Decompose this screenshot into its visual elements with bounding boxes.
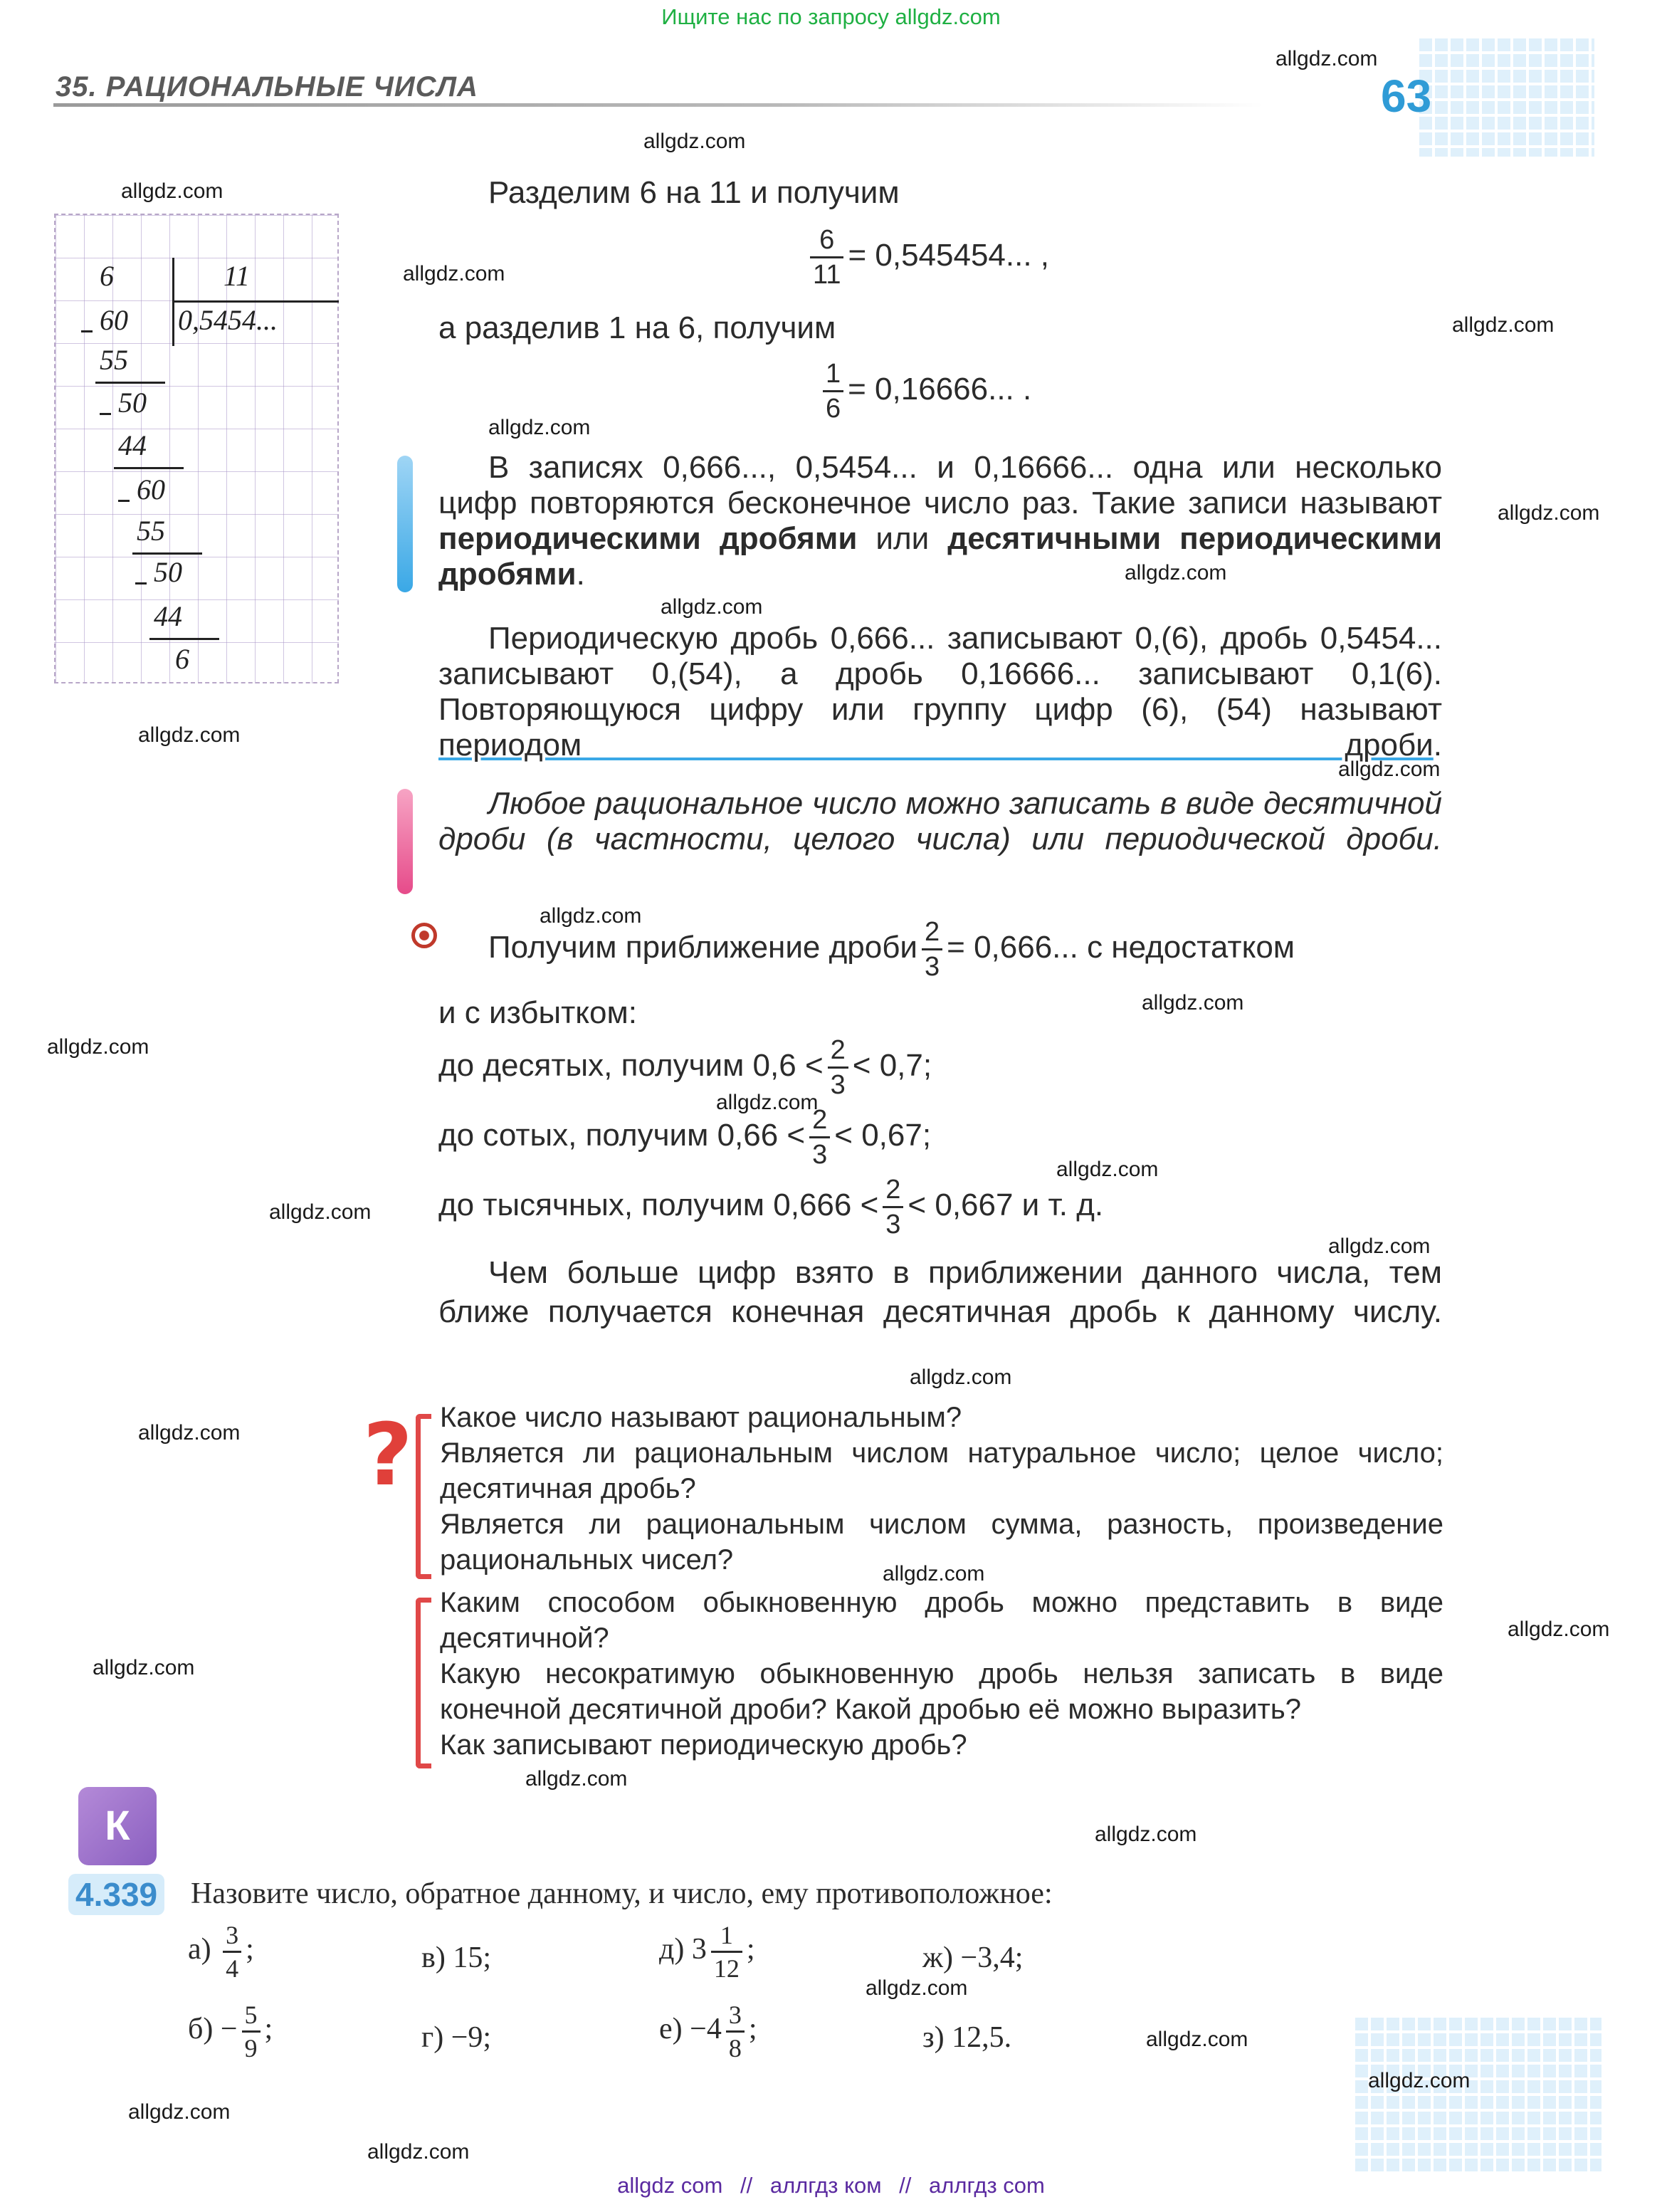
watermark[interactable]: allgdz.com <box>1276 47 1378 70</box>
questions-group-2 <box>440 1585 1443 1763</box>
fraction: $\frac{3}{4}$ <box>223 1922 241 1981</box>
intro-line-2: а разделив 1 на 6, получим <box>438 310 836 345</box>
fraction: $\frac{1}{6}$ <box>823 360 843 422</box>
period-paragraph: Периодическую дробь 0,666... записывают 0,(6), дробь 0,5454... записывают 0,(54), а дробь 0,16666... записывают 0,1(6). Повторяющуюся цифру или группу цифр (6), (54) называют периодом дроби. <box>438 621 1442 762</box>
definition-marker-bar <box>397 456 413 592</box>
watermark[interactable]: allgdz.com <box>540 904 642 928</box>
ld-underline <box>149 638 219 640</box>
fraction: $\frac{1}{12}$ <box>711 1922 742 1981</box>
fraction: $\frac{2}{3}$ <box>922 918 942 980</box>
ld-step: 55 <box>137 515 165 547</box>
question: Является ли рациональным числом натуральное число; целое число; десятичная дробь? <box>440 1437 1443 1504</box>
ld-step: 44 <box>118 429 147 461</box>
ld-step: 60 <box>100 304 128 336</box>
watermark[interactable]: allgdz.com <box>488 416 591 439</box>
option-z: з) 12,5. <box>922 2021 1012 2054</box>
questions-bracket-2 <box>416 1598 431 1768</box>
watermark[interactable]: allgdz.com <box>367 2140 470 2164</box>
equation-6-over-11: $\frac{6}{11}$ = 0,545454... , <box>806 226 1049 288</box>
ld-step: 50 <box>118 387 147 419</box>
ld-step: 60 <box>137 473 165 505</box>
ld-underline <box>114 467 184 469</box>
option-v: в) 15; <box>421 1941 491 1974</box>
option-zh: ж) −3,4; <box>922 1941 1024 1974</box>
watermark[interactable]: allgdz.com <box>121 179 223 203</box>
rational-rule: Любое рациональное число можно записать в виде десятичной дроби (в частности, целого числа) или периодической дроби. <box>438 786 1442 856</box>
ld-step: 55 <box>100 344 128 376</box>
ld-quotient: 0,5454... <box>178 304 278 336</box>
watermark[interactable]: allgdz.com <box>1125 561 1227 585</box>
intro-line-1: Разделим 6 на 11 и получим <box>488 175 900 210</box>
corner-grid-decoration-top <box>1416 36 1594 157</box>
fraction: $\frac{2}{3}$ <box>809 1106 830 1168</box>
watermark[interactable]: allgdz.com <box>128 2100 231 2124</box>
watermark[interactable]: allgdz.com <box>1146 2028 1248 2051</box>
fraction: $\frac{2}{3}$ <box>828 1037 848 1099</box>
rule-marker-bar <box>397 789 413 894</box>
fraction: $\frac{2}{3}$ <box>883 1176 903 1238</box>
question: Какую несократимую обыкновенную дробь нельзя записать в виде конечной десятичной дроби? Какой дробью её можно выразить? <box>440 1658 1443 1725</box>
watermark[interactable]: allgdz.com <box>643 130 746 153</box>
target-icon <box>411 923 437 948</box>
watermark[interactable]: allgdz.com <box>269 1200 372 1224</box>
ld-step: 6 <box>175 643 189 675</box>
ld-underline <box>132 552 202 555</box>
ld-minus <box>81 330 93 332</box>
ld-divisor: 11 <box>223 260 251 292</box>
option-a: а) $\frac{3}{4}$ ; <box>188 1921 254 1983</box>
watermark[interactable]: allgdz.com <box>1095 1823 1197 1846</box>
question-mark-icon: ? <box>363 1406 413 1505</box>
watermark[interactable]: allgdz.com <box>1498 501 1600 525</box>
watermark[interactable]: allgdz.com <box>661 595 763 619</box>
approx-intro-2: и с избытком: <box>438 995 637 1030</box>
watermark[interactable]: allgdz.com <box>138 1421 241 1445</box>
question: Какое число называют рациональным? <box>440 1402 962 1433</box>
watermark[interactable]: allgdz.com <box>1338 758 1441 781</box>
watermark[interactable]: allgdz.com <box>910 1366 1012 1389</box>
approx-intro: Получим приближение дроби $\frac{2}{3}$ = 0,666... с недостатком <box>488 917 1295 982</box>
watermark[interactable]: allgdz.com <box>883 1562 985 1585</box>
footer-separator: // <box>899 2173 912 2198</box>
long-division-grid <box>54 214 339 683</box>
footer-link[interactable]: аллгдз ком <box>769 2173 882 2198</box>
ld-minus <box>135 582 147 585</box>
fraction: $\frac{5}{9}$ <box>242 2002 261 2061</box>
site-banner[interactable]: Ищите нас по запросу allgdz.com <box>661 4 1001 29</box>
ld-dividend: 6 <box>100 260 114 292</box>
exercise-task: Назовите число, обратное данному, и число, ему противоположное: <box>191 1877 1053 1910</box>
fraction: $\frac{6}{11}$ <box>810 226 843 288</box>
watermark[interactable]: allgdz.com <box>1368 2069 1471 2092</box>
watermark[interactable]: allgdz.com <box>716 1091 819 1114</box>
watermark[interactable]: allgdz.com <box>403 262 505 285</box>
header-rule <box>53 103 1263 107</box>
footer-separator: // <box>740 2173 753 2198</box>
footer-link[interactable]: аллгдз com <box>929 2173 1045 2198</box>
watermark[interactable]: allgdz.com <box>1056 1158 1159 1181</box>
watermark[interactable]: allgdz.com <box>1142 991 1244 1015</box>
k-badge-icon: К <box>78 1787 157 1865</box>
equation-1-over-6: $\frac{1}{6}$ = 0,16666... . <box>819 360 1031 422</box>
ld-divisor-bar <box>172 300 339 303</box>
option-e: е) −4 $\frac{3}{8}$ ; <box>659 2001 757 2062</box>
question: Как записывают периодическую дробь? <box>440 1729 967 1761</box>
option-g: г) −9; <box>421 2021 492 2054</box>
ld-minus <box>100 413 111 415</box>
questions-bracket-1 <box>416 1414 431 1579</box>
exercise-number: 4.339 <box>68 1874 164 1915</box>
option-d: д) 3 $\frac{1}{12}$ ; <box>659 1921 755 1983</box>
period-term: периодом дроби <box>438 728 1434 762</box>
watermark[interactable]: allgdz.com <box>93 1656 195 1679</box>
question: Является ли рациональным числом сумма, разность, произведение рациональных чисел? <box>440 1509 1443 1576</box>
fraction: $\frac{3}{8}$ <box>726 2002 745 2061</box>
footer-link[interactable]: allgdz com <box>617 2173 723 2198</box>
approx-row-tenths: до десятых, получим 0,6 < $\frac{2}{3}$ < 0,7; <box>438 1035 932 1100</box>
option-b: б) − $\frac{5}{9}$ ; <box>188 2001 273 2062</box>
watermark[interactable]: allgdz.com <box>1328 1235 1431 1258</box>
ld-step: 44 <box>154 600 182 632</box>
periodic-definition: В записях 0,666..., 0,5454... и 0,16666... одна или несколько цифр повторяются бесконечное число раз. Такие записи называют периодическими дробями или десятичными периодическими дробями. <box>438 450 1443 592</box>
watermark[interactable]: allgdz.com <box>1508 1618 1610 1641</box>
section-title: 35. РАЦИОНАЛЬНЫЕ ЧИСЛА <box>56 71 478 103</box>
corner-grid-decoration-bottom <box>1352 2015 1601 2171</box>
watermark[interactable]: allgdz.com <box>138 723 241 747</box>
site-footer[interactable] <box>0 2173 1662 2198</box>
approx-row-thousandths: до тысячных, получим 0,666 < $\frac{2}{3}$ < 0,667 и т. д. <box>438 1175 1104 1239</box>
ld-minus <box>118 500 130 502</box>
watermark[interactable]: allgdz.com <box>525 1767 628 1791</box>
conclusion-paragraph: Чем больше цифр взято в приближении данного числа, тем ближе получается конечная десятичная дробь к данному числу. <box>438 1255 1442 1329</box>
watermark[interactable]: allgdz.com <box>866 1976 968 2000</box>
page-number: 63 <box>1381 70 1432 122</box>
ld-step: 50 <box>154 556 182 588</box>
watermark[interactable]: allgdz.com <box>47 1035 149 1059</box>
approx-row-hundredths: до сотых, получим 0,66 < $\frac{2}{3}$ < 0,67; <box>438 1105 932 1170</box>
ld-underline <box>95 382 165 384</box>
watermark[interactable]: allgdz.com <box>1452 313 1555 337</box>
question: Каким способом обыкновенную дробь можно представить в виде десятичной? <box>440 1587 1443 1654</box>
questions-group-1 <box>440 1400 1443 1578</box>
